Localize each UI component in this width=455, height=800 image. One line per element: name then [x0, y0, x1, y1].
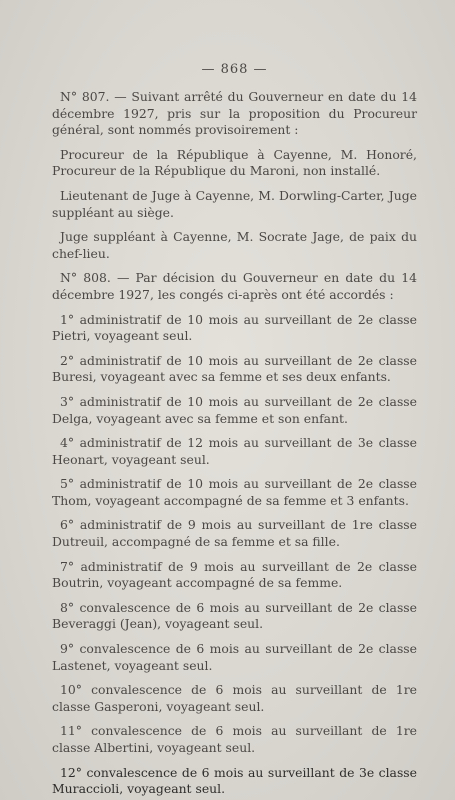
- leave-item-7: 7° administratif de 9 mois au surveillant de 2e classe Boutrin, voyageant accompagné de sa femme.: [52, 558, 417, 591]
- decree-807-intro: N° 807. — Suivant arrêté du Gouverneur en date du 14 décembre 1927, pris sur la proposition du Procureur général, sont nommés provisoirement :: [52, 89, 417, 138]
- leave-item-8: 8° convalescence de 6 mois au surveillant de 2e classe Beveraggi (Jean), voyageant seul.: [52, 599, 417, 632]
- leave-item-3: 3° administratif de 10 mois au surveillant de 2e classe Delga, voyageant avec sa femme et son enfant.: [52, 393, 417, 426]
- leave-item-12: 12° convalescence de 6 mois au surveillant de 3e classe Muraccioli, voyageant seul.: [52, 764, 417, 797]
- leave-item-9: 9° convalescence de 6 mois au surveillant de 2e classe Lastenet, voyageant seul.: [52, 641, 417, 673]
- leave-item-2: 2° administratif de 10 mois au surveillant de 2e classe Buresi, voyageant avec sa femme et ses deux enfants.: [52, 352, 417, 385]
- leave-item-5: 5° administratif de 10 mois au surveillant de 2e classe Thom, voyageant accompagné de sa femme et 3 enfants.: [52, 476, 417, 508]
- decision-808-intro: N° 808. — Par décision du Gouverneur en date du 14 décembre 1927, les congés ci-après ont été accordés :: [52, 270, 417, 302]
- leave-item-11: 11° convalescence de 6 mois au surveillant de 1re classe Albertini, voyageant seul.: [52, 723, 417, 755]
- leave-item-10: 10° convalescence de 6 mois au surveillant de 1re classe Gasperoni, voyageant seul.: [52, 682, 417, 714]
- leave-item-6: 6° administratif de 9 mois au surveillant de 1re classe Dutreuil, accompagné de sa femme et sa fille.: [52, 517, 417, 550]
- page-number: — 868 —: [201, 62, 268, 77]
- appointment-procureur: Procureur de la République à Cayenne, M. Honoré, Procureur de la République du Maroni, non installé.: [52, 146, 417, 179]
- leave-item-4: 4° administratif de 12 mois au surveillant de 3e classe Heonart, voyageant seul.: [52, 435, 417, 467]
- appointment-lieutenant-juge: Lieutenant de Juge à Cayenne, M. Dorwling-Carter, Juge suppléant au siège.: [52, 187, 417, 220]
- appointment-juge-suppleant: Juge suppléant à Cayenne, M. Socrate Jage, de paix du chef-lieu.: [52, 229, 417, 261]
- leave-item-1: 1° administratif de 10 mois au surveillant de 2e classe Pietri, voyageant seul.: [52, 311, 417, 344]
